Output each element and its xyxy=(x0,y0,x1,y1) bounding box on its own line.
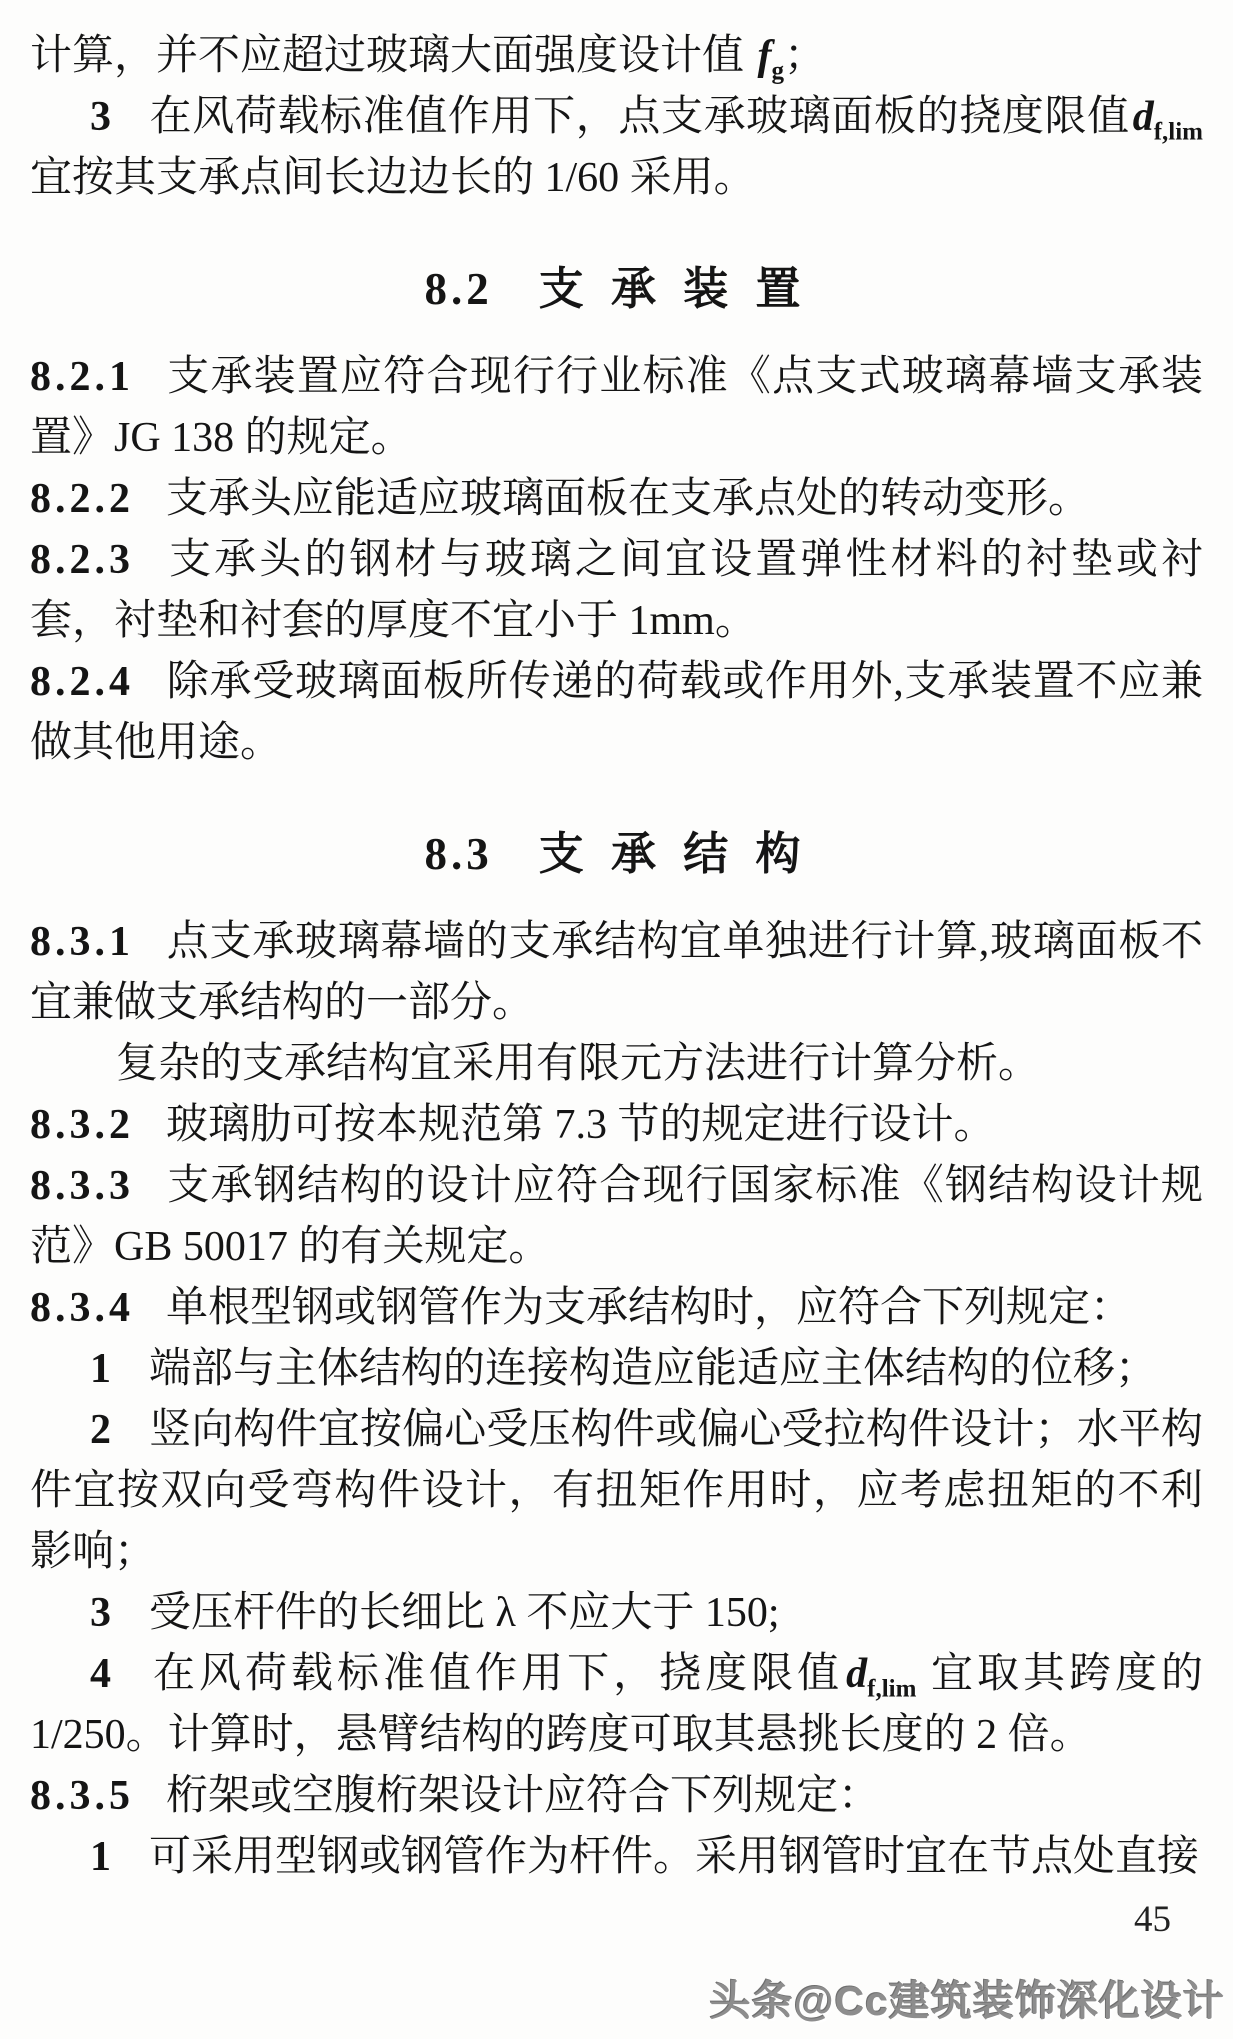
body-text: ； xyxy=(784,33,827,79)
clause-8-3-2 xyxy=(30,1095,1203,1156)
clause-8-2-4 xyxy=(30,652,1203,774)
item-text: 端部与主体结构的连接构造应能适应主体结构的位移； xyxy=(149,1346,1158,1392)
clause-8-2-3 xyxy=(30,530,1203,652)
item-text: 竖向构件宜按偏心受压构件或偏心受拉构件设计；水平构件宜按双向受弯构件设计，有扭矩作用时，应考虑扭矩的不利影响； xyxy=(30,1407,1203,1575)
body-text: 计算，并不应超过玻璃大面强度设计值 xyxy=(30,33,755,79)
formula-dflim-subscript: f,lim xyxy=(867,1675,917,1703)
paragraph-continuation xyxy=(30,26,1203,87)
formula-fg-symbol: f xyxy=(757,33,772,79)
clause-8-2-1 xyxy=(30,347,1203,469)
item-number: 2 xyxy=(90,1407,111,1453)
clause-text: 支承钢结构的设计应符合现行国家标准《钢结构设计规范》GB 50017 的有关规定。 xyxy=(30,1163,1203,1270)
clause-text: 除承受玻璃面板所传递的荷载或作用外,支承装置不应兼做其他用途。 xyxy=(30,659,1203,766)
clause-number: 8.3.1 xyxy=(30,919,134,965)
clause-text: 支承头应能适应玻璃面板在支承点处的转动变形。 xyxy=(166,476,1091,522)
clause-text: 支承装置应符合现行行业标准《点支式玻璃幕墙支承装置》JG 138 的规定。 xyxy=(30,354,1203,461)
item-number: 3 xyxy=(90,94,111,140)
item-number: 1 xyxy=(90,1346,111,1392)
clause-number: 8.3.3 xyxy=(30,1163,134,1209)
clause-text: 单根型钢或钢管作为支承结构时，应符合下列规定： xyxy=(166,1285,1133,1331)
item-text: 受压杆件的长细比 λ 不应大于 150; xyxy=(149,1590,780,1636)
clause-number: 8.3.5 xyxy=(30,1773,134,1819)
clause-8-3-4-item-2 xyxy=(30,1400,1203,1583)
item-number: 3 xyxy=(90,1590,111,1636)
formula-dflim-symbol: d xyxy=(846,1651,868,1697)
page-number: 45 xyxy=(1134,1899,1171,1940)
body-text: 宜按其支承点间长边边长的 1/60 采用。 xyxy=(30,155,756,201)
formula-dflim-subscript: f,lim xyxy=(1153,118,1203,146)
clause-8-3-4 xyxy=(30,1278,1203,1339)
body-text: 复杂的支承结构宜采用有限元方法进行计算分析。 xyxy=(116,1041,1041,1087)
clause-8-3-4-item-4 xyxy=(30,1644,1203,1766)
formula-dflim-symbol: d xyxy=(1132,94,1154,140)
item-text: 在风荷载标准值作用下，挠度限值 xyxy=(149,1651,844,1697)
clause-number: 8.3.4 xyxy=(30,1285,134,1331)
section-8-2-heading xyxy=(30,259,1203,320)
clause-number: 8.3.2 xyxy=(30,1102,134,1148)
clause-number: 8.2.4 xyxy=(30,659,134,705)
clause-text: 点支承玻璃幕墙的支承结构宜单独进行计算,玻璃面板不宜兼做支承结构的一部分。 xyxy=(30,919,1203,1026)
clause-8-3-5 xyxy=(30,1766,1203,1827)
watermark: 头条@Cc建筑装饰深化设计 xyxy=(709,1978,1225,2024)
item-number: 4 xyxy=(90,1651,111,1697)
clause-text: 桁架或空腹桁架设计应符合下列规定： xyxy=(166,1773,881,1819)
clause-8-3-1 xyxy=(30,912,1203,1034)
clause-8-2-2 xyxy=(30,469,1203,530)
clause-number: 8.2.3 xyxy=(30,537,134,583)
section-number: 8.3 xyxy=(424,829,493,879)
clause-item-3 xyxy=(30,87,1203,209)
clause-8-3-1-paragraph-2 xyxy=(30,1034,1203,1095)
formula-fg-subscript: g xyxy=(771,57,785,85)
clause-number: 8.2.1 xyxy=(30,354,134,400)
item-text: 可采用型钢或钢管作为杆件。采用钢管时宜在节点处直接 xyxy=(149,1834,1200,1880)
section-title: 支 承 装 置 xyxy=(538,264,809,314)
section-8-3-heading xyxy=(30,824,1203,885)
clause-number: 8.2.2 xyxy=(30,476,134,522)
clause-text: 支承头的钢材与玻璃之间宜设置弹性材料的衬垫或衬套，衬垫和衬套的厚度不宜小于 1mm。 xyxy=(30,537,1203,644)
clause-8-3-5-item-1 xyxy=(30,1827,1203,1888)
item-number: 1 xyxy=(90,1834,111,1880)
clause-8-3-3 xyxy=(30,1156,1203,1278)
body-text: 在风荷载标准值作用下，点支承玻璃面板的挠度限值 xyxy=(149,94,1130,140)
section-number: 8.2 xyxy=(424,264,493,314)
section-title: 支 承 结 构 xyxy=(538,829,809,879)
clause-8-3-4-item-1 xyxy=(30,1339,1203,1400)
item-text: 宜取其跨度的 1/250。计算时，悬臂结构的跨度可取其悬挑长度的 2 倍。 xyxy=(30,1651,1203,1758)
clause-8-3-4-item-3 xyxy=(30,1583,1203,1644)
clause-text: 玻璃肋可按本规范第 7.3 节的规定进行设计。 xyxy=(166,1102,996,1148)
